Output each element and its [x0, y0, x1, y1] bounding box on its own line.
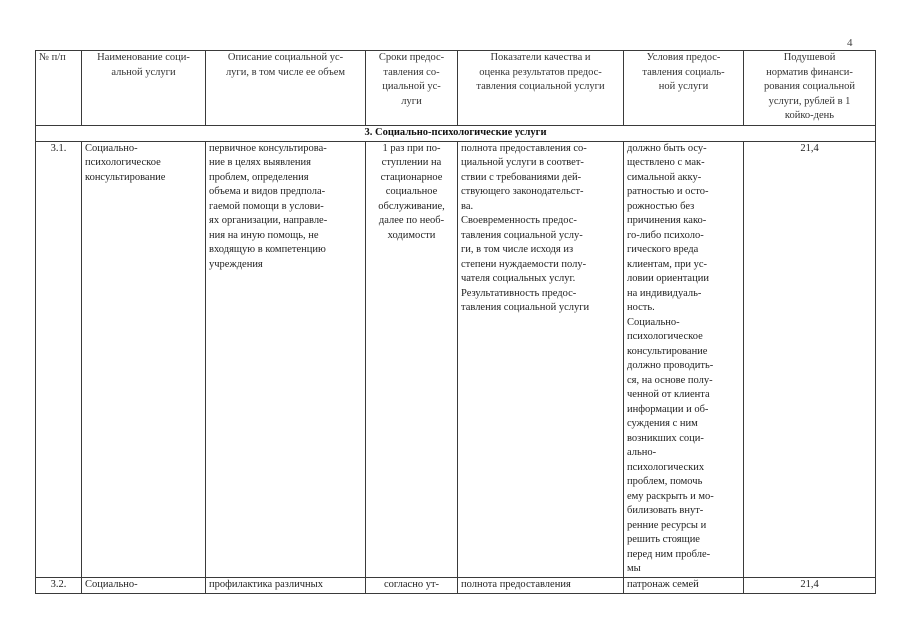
header-quality: Показатели качества и оценка результатов предос- тавления социальной услуги: [458, 51, 624, 126]
row-service-name: Социально-: [82, 577, 206, 593]
table-header-row: [36, 51, 876, 126]
table-row: [36, 141, 876, 577]
row-num: 3.2.: [36, 577, 82, 593]
row-conditions: должно быть осу- ществлено с мак- симальной акку- ратностью и осто- рожностью без причинения како- го-либо психоло- гического вреда клиентам, при ус- ловии ориентации на индивидуаль- ность. Социально- психологическое консультирование должно проводить- ся, на основе полу- ченной от клиента информации и об- суждения с ним возникших соци- ально- психологических проблем, помочь ему раскрыть и мо- билизовать внут- ренние ресурсы и решить стоящие перед ним пробле- мы: [624, 141, 744, 577]
header-conditions: Условия предос- тавления социаль- ной услуги: [624, 51, 744, 126]
row-norm: 21,4: [744, 577, 876, 593]
header-description: Описание социальной ус- луги, в том числе ее объем: [206, 51, 366, 126]
services-table: [35, 50, 876, 594]
row-terms: согласно ут-: [366, 577, 458, 593]
row-num: 3.1.: [36, 141, 82, 577]
header-name: Наименование соци- альной услуги: [82, 51, 206, 126]
section-title: 3. Социально-психологические услуги: [36, 126, 876, 142]
page-number: 4: [847, 37, 853, 49]
row-quality: полнота предоставления: [458, 577, 624, 593]
section-row: [36, 126, 876, 142]
table-row: [36, 577, 876, 593]
row-quality: полнота предоставления со- циальной услуги в соответ- ствии с требованиями дей- ствующего законодательст- ва. Своевременность предос- тавления социальной услу- ги, в том числе исходя из степени нуждаемости полу- чателя социальных услуг. Результативность предос- тавления социальной услуги: [458, 141, 624, 577]
row-conditions: патронаж семей: [624, 577, 744, 593]
header-num: № п/п: [36, 51, 82, 126]
row-terms: 1 раз при по- ступлении на стационарное социальное обслуживание, далее по необ- ходимости: [366, 141, 458, 577]
header-norm: Подушевой норматив финанси- рования социальной услуги, рублей в 1 койко-день: [744, 51, 876, 126]
header-terms: Сроки предос- тавления со- циальной ус- луги: [366, 51, 458, 126]
row-norm: 21,4: [744, 141, 876, 577]
row-description: первичное консультирова- ние в целях выявления проблем, определения объема и видов предпола- гаемой помощи в услови- ях организации, направле- ния на иную помощь, не входящую в компетенцию учреждения: [206, 141, 366, 577]
row-description: профилактика различных: [206, 577, 366, 593]
row-service-name: Социально- психологическое консультирование: [82, 141, 206, 577]
